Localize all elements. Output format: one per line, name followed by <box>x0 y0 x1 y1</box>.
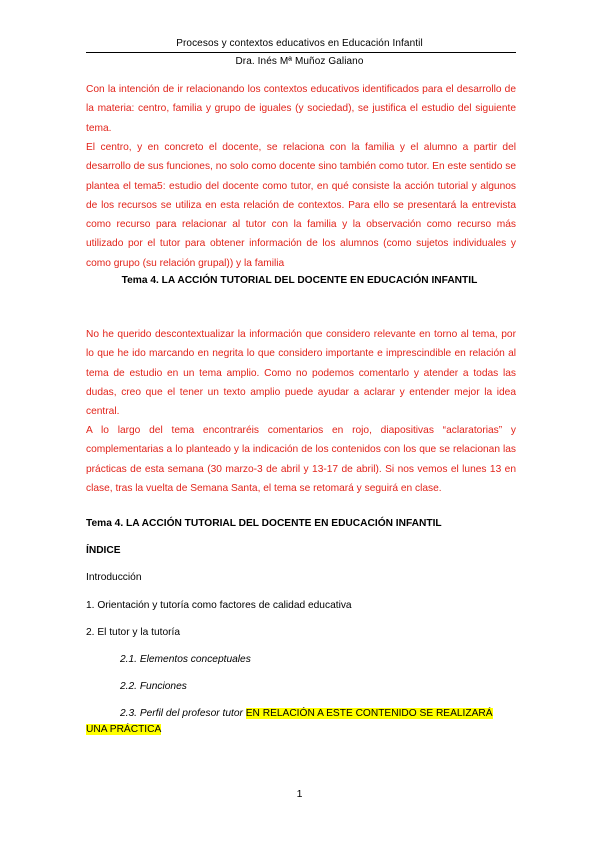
header-rule <box>86 52 516 53</box>
header-course-title: Procesos y contextos educativos en Educación Infantil <box>176 38 423 49</box>
practice-note-highlight: EN RELACIÓN A ESTE CONTENIDO SE REALIZARÁ <box>245 708 493 719</box>
header-author: Dra. Inés Mª Muñoz Galiano <box>235 56 364 67</box>
index-subitem-2-3 <box>120 708 493 719</box>
practice-note-highlight-line2: UNA PRÁCTICA <box>86 724 162 735</box>
notes-paragraph-2: A lo largo del tema encontraréis comentarios en rojo, diapositivas “aclaratorias” y complementarias a lo planteado y la indicación de los contenidos con los que se relacionan las prácticas de esta semana (30 marzo-3 de abril y 13-17 de abril). Si nos vemos el lunes 13 en clase, tras la vuelta de Semana Santa, el tema se retomará y seguirá en clase. <box>86 425 516 494</box>
index-item-2: 2. El tutor y la tutoría <box>86 627 180 638</box>
intro-paragraph-2: El centro, y en concreto el docente, se relaciona con la familia y el alumno a partir del desarrollo de sus funciones, no solo como docente sino también como tutor. En este sentido se plantea el tema5: estudio del docente como tutor, en qué consiste la acción tutorial y algunos de los recursos se utiliza en esta relación de contextos. Para ello se presentará la entrevista como recurso para relacionar al tutor con la familia y la observación como recurso más utilizado por el tutor para obtener información de los alumnos (como sujetos individuales y como grupo (su relación grupal)) y la familia <box>86 142 516 269</box>
intro-paragraph-1: Con la intención de ir relacionando los contextos educativos identificados para el desarrollo de la materia: centro, familia y grupo de iguales (y sociedad), se justifica el estudio del siguiente tema. <box>86 84 516 134</box>
practice-note-line2-row <box>86 724 161 735</box>
notes-paragraph-1: No he querido descontextualizar la información que considero relevante en torno al tema, por lo que he ido marcando en negrita lo que considero importante e imprescindible en relación al tema de estudio en un tema amplio. Como no podemos comentarlo y atender a todas las dudas, creo que el tener un texto amplio puede ayudar a aclarar y entender mejor la idea central. <box>86 329 516 418</box>
index-heading: ÍNDICE <box>86 545 121 556</box>
index-subitem-2-3-label: 2.3. Perfil del profesor tutor <box>120 708 243 719</box>
index-subitem-2-2: 2.2. Funciones <box>120 681 187 692</box>
topic-title-left: Tema 4. LA ACCIÓN TUTORIAL DEL DOCENTE EN EDUCACIÓN INFANTIL <box>86 518 442 529</box>
index-item-1: 1. Orientación y tutoría como factores de calidad educativa <box>86 600 352 611</box>
index-introduction: Introducción <box>86 572 142 583</box>
page-number: 1 <box>296 788 303 800</box>
topic-title-centered: Tema 4. LA ACCIÓN TUTORIAL DEL DOCENTE EN EDUCACIÓN INFANTIL <box>121 275 478 286</box>
index-subitem-2-1: 2.1. Elementos conceptuales <box>120 654 251 665</box>
